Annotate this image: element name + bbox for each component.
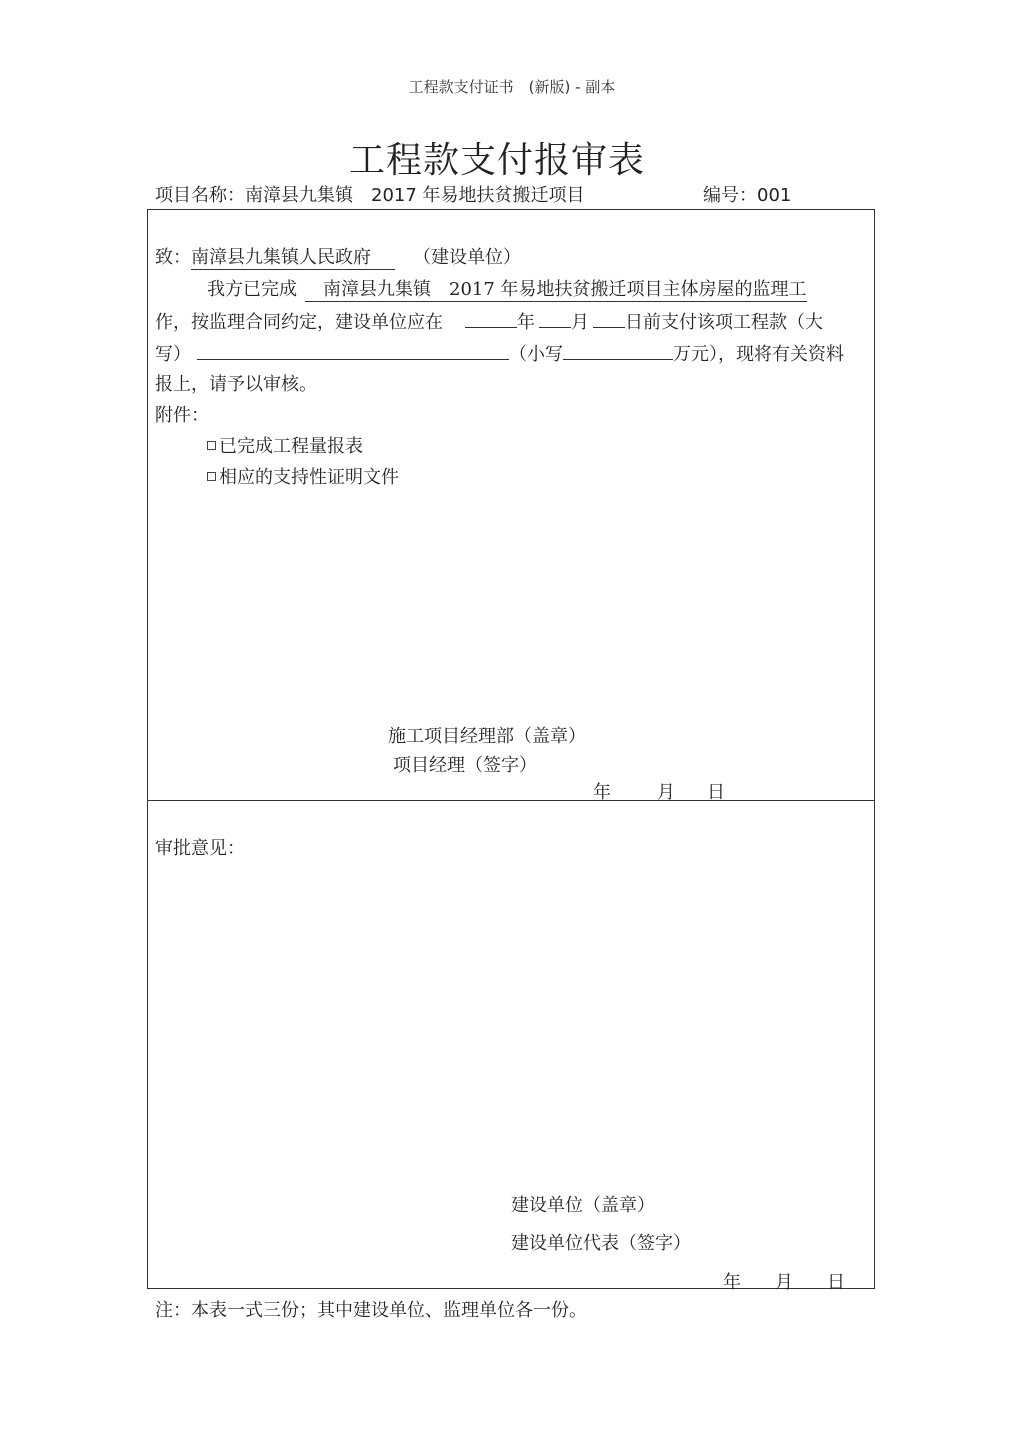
amount-uppercase-blank[interactable] bbox=[197, 339, 509, 360]
payment-day-blank[interactable] bbox=[593, 307, 625, 328]
request-line-1-prefix: 我方已完成 bbox=[207, 279, 297, 300]
form-number-value: 001 bbox=[757, 185, 792, 206]
owner-seal-label: 建设单位（盖章） bbox=[511, 1195, 655, 1216]
request-line-3 bbox=[155, 339, 844, 366]
project-name-value: 南漳县九集镇 2017 年易地扶贫搬迁项目 bbox=[245, 185, 585, 206]
payment-year-label: 年 bbox=[517, 312, 535, 333]
approval-date-month: 月 bbox=[775, 1272, 793, 1293]
form-number-label: 编号： bbox=[703, 185, 757, 206]
request-line-2 bbox=[155, 307, 823, 334]
project-manager-signature-label: 项目经理（签字） bbox=[393, 755, 537, 776]
request-line-3-suffix: 万元），现将有关资料 bbox=[673, 344, 844, 365]
request-date-year: 年 bbox=[593, 782, 611, 803]
request-date-month: 月 bbox=[657, 782, 675, 803]
request-line-4: 报上，请予以审核。 bbox=[155, 374, 317, 395]
attachment-item bbox=[207, 463, 399, 489]
payment-month-label: 月 bbox=[571, 312, 589, 333]
project-name-row bbox=[155, 181, 585, 207]
document-header-note: 工程款支付证书 (新版) - 副本 bbox=[408, 78, 616, 96]
form-number-row bbox=[703, 181, 791, 207]
project-name-label: 项目名称： bbox=[155, 185, 245, 206]
approval-opinion-label: 审批意见： bbox=[155, 838, 245, 859]
payment-year-blank[interactable] bbox=[465, 307, 517, 328]
attachment-item-label: 已完成工程量报表 bbox=[219, 436, 363, 457]
checkbox-icon[interactable] bbox=[207, 472, 216, 481]
attachment-item-label: 相应的支持性证明文件 bbox=[219, 467, 399, 488]
addressee-suffix: （建设单位） bbox=[413, 247, 521, 268]
completed-work: 南漳县九集镇 2017 年易地扶贫搬迁项目主体房屋的监理工 bbox=[305, 279, 807, 302]
attachments-label: 附件： bbox=[155, 405, 209, 426]
addressee-unit: 南漳县九集镇人民政府 bbox=[191, 247, 395, 270]
payment-month-blank[interactable] bbox=[539, 307, 571, 328]
section-divider bbox=[147, 800, 875, 801]
checkbox-icon[interactable] bbox=[207, 441, 216, 450]
contractor-seal-label: 施工项目经理部（盖章） bbox=[388, 726, 586, 747]
amount-small-label: （小写 bbox=[509, 344, 563, 365]
request-line-2-prefix: 作，按监理合同约定，建设单位应在 bbox=[155, 312, 443, 333]
form-title: 工程款支付报审表 bbox=[348, 140, 645, 181]
request-line-2-suffix: 日前支付该项工程款（大 bbox=[625, 312, 823, 333]
amount-numeric-blank[interactable] bbox=[563, 339, 673, 360]
request-date-day: 日 bbox=[707, 782, 725, 803]
approval-date-year: 年 bbox=[723, 1272, 741, 1293]
request-line-3-prefix: 写） bbox=[155, 344, 191, 365]
addressee-row bbox=[155, 243, 521, 269]
request-line-1 bbox=[207, 275, 807, 301]
attachment-item bbox=[207, 432, 363, 458]
approval-date-day: 日 bbox=[827, 1272, 845, 1293]
owner-representative-signature-label: 建设单位代表（签字） bbox=[511, 1233, 691, 1254]
addressee-prefix: 致： bbox=[155, 247, 191, 268]
footer-note: 注：本表一式三份；其中建设单位、监理单位各一份。 bbox=[155, 1300, 587, 1321]
